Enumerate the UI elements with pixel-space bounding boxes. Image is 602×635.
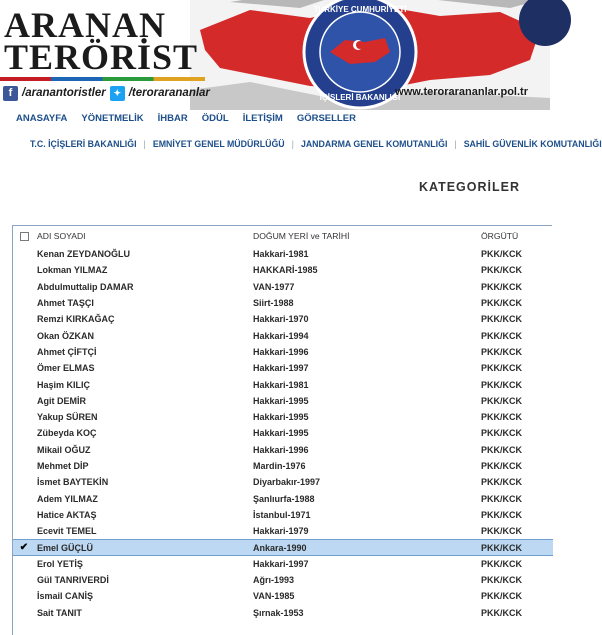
row-name: Hatice AKTAŞ bbox=[37, 509, 97, 520]
table-row[interactable] bbox=[13, 409, 553, 425]
row-name: Ahmet ÇİFTÇİ bbox=[37, 346, 97, 357]
categories-heading: KATEGORİLER bbox=[418, 180, 520, 194]
row-name: Abdulmuttalip DAMAR bbox=[37, 281, 134, 292]
row-birth: Ankara-1990 bbox=[253, 542, 307, 553]
table-row[interactable] bbox=[13, 556, 553, 572]
row-org: PKK/KCK bbox=[481, 575, 523, 586]
row-org: PKK/KCK bbox=[481, 477, 523, 488]
row-org: PKK/KCK bbox=[481, 461, 523, 472]
social-links bbox=[3, 85, 210, 101]
row-birth: Hakkari-1997 bbox=[253, 363, 309, 374]
row-name: Ahmet TAŞÇI bbox=[37, 298, 94, 309]
row-org: PKK/KCK bbox=[481, 412, 523, 423]
main-nav bbox=[0, 108, 534, 128]
row-org: PKK/KCK bbox=[481, 281, 523, 292]
row-name: İsmail CANİŞ bbox=[37, 591, 94, 602]
select-all-checkbox[interactable] bbox=[20, 232, 29, 241]
row-birth: Hakkari-1995 bbox=[253, 412, 309, 423]
table-row[interactable] bbox=[13, 393, 553, 409]
table-row[interactable] bbox=[13, 523, 553, 539]
table-row[interactable] bbox=[13, 295, 553, 311]
table-row[interactable] bbox=[13, 507, 553, 523]
row-birth: Hakkari-1997 bbox=[253, 558, 309, 569]
subnav-emniyet[interactable]: EMNİYET GENEL MÜDÜRLÜĞÜ bbox=[152, 139, 285, 149]
row-name: Agit DEMİR bbox=[37, 395, 86, 406]
row-org: PKK/KCK bbox=[481, 314, 523, 325]
site-banner bbox=[0, 0, 534, 102]
row-org: PKK/KCK bbox=[481, 542, 523, 553]
subnav-jandarma[interactable]: JANDARMA GENEL KOMUTANLIĞI bbox=[300, 139, 448, 149]
nav-anasayfa[interactable]: ANASAYFA bbox=[16, 112, 68, 124]
nav-gorseller[interactable]: GÖRSELLER bbox=[296, 112, 356, 124]
nav-ihbar[interactable]: İHBAR bbox=[157, 112, 188, 124]
row-birth: Hakkari-1995 bbox=[253, 428, 309, 439]
facebook-link[interactable]: /aranantoristler bbox=[22, 87, 106, 99]
subnav-icisleri[interactable]: T.C. İÇİŞLERİ BAKANLIĞI bbox=[30, 139, 137, 149]
table-row[interactable] bbox=[13, 360, 553, 376]
sub-nav bbox=[0, 134, 602, 154]
subnav-separator: | bbox=[143, 139, 146, 149]
row-name: Emel GÜÇLÜ bbox=[37, 542, 94, 553]
row-name: Yakup SÜREN bbox=[37, 412, 98, 423]
subnav-sahil-guvenlik[interactable]: SAHİL GÜVENLİK KOMUTANLIĞI bbox=[463, 139, 602, 149]
brand-title-line1: ARANAN bbox=[4, 5, 166, 45]
subnav-separator: | bbox=[291, 139, 294, 149]
table-row[interactable] bbox=[13, 344, 553, 360]
row-org: PKK/KCK bbox=[481, 493, 523, 504]
row-org: PKK/KCK bbox=[481, 298, 523, 309]
row-name: Gül TANRIVERDİ bbox=[37, 575, 109, 586]
row-birth: Hakkari-1994 bbox=[253, 330, 309, 341]
site-url[interactable]: www.terorarananlar.pol.tr bbox=[395, 86, 528, 98]
row-birth: Şırnak-1953 bbox=[253, 607, 304, 618]
row-birth: Şanlıurfa-1988 bbox=[253, 493, 315, 504]
table-row[interactable] bbox=[13, 311, 553, 327]
row-birth: Hakkari-1996 bbox=[253, 346, 309, 357]
table-row[interactable] bbox=[13, 572, 553, 588]
table-header bbox=[13, 228, 553, 244]
row-birth: İstanbul-1971 bbox=[253, 509, 311, 520]
row-org: PKK/KCK bbox=[481, 509, 523, 520]
row-org: PKK/KCK bbox=[481, 265, 523, 276]
row-name: Ömer ELMAS bbox=[37, 363, 95, 374]
row-org: PKK/KCK bbox=[481, 346, 523, 357]
row-org: PKK/KCK bbox=[481, 526, 523, 537]
nav-yonetmelik[interactable]: YÖNETMELİK bbox=[81, 112, 144, 124]
table-row[interactable] bbox=[13, 262, 553, 278]
table-row[interactable] bbox=[13, 605, 553, 621]
row-birth: VAN-1977 bbox=[253, 281, 295, 292]
row-birth: Hakkari-1995 bbox=[253, 395, 309, 406]
row-org: PKK/KCK bbox=[481, 558, 523, 569]
row-org: PKK/KCK bbox=[481, 363, 523, 374]
row-name: Mikail OĞUZ bbox=[37, 444, 91, 455]
row-birth: Mardin-1976 bbox=[253, 461, 306, 472]
row-birth: Diyarbakır-1997 bbox=[253, 477, 321, 488]
subnav-separator: | bbox=[454, 139, 457, 149]
table-row[interactable] bbox=[13, 539, 553, 555]
emblem-bottom-text: İÇİŞLERİ BAKANLIĞI bbox=[319, 93, 401, 102]
row-org: PKK/KCK bbox=[481, 249, 523, 260]
header-org[interactable]: ÖRGÜTÜ bbox=[481, 231, 519, 242]
row-name: Mehmet DİP bbox=[37, 461, 89, 472]
row-name: Lokman YILMAZ bbox=[37, 265, 108, 276]
brand-title-line2: TERÖRİST bbox=[4, 37, 199, 77]
table-row[interactable] bbox=[13, 328, 553, 344]
row-birth: Hakkari-1996 bbox=[253, 444, 309, 455]
nav-iletisim[interactable]: İLETİŞİM bbox=[242, 112, 283, 124]
row-birth: Hakkari-1970 bbox=[253, 314, 309, 325]
color-stripe bbox=[0, 77, 205, 81]
row-checkbox-checked[interactable]: ✔ bbox=[19, 542, 29, 554]
table-row[interactable] bbox=[13, 491, 553, 507]
row-name: Okan ÖZKAN bbox=[37, 330, 95, 341]
twitter-link[interactable]: /terorarananlar bbox=[128, 87, 210, 99]
row-org: PKK/KCK bbox=[481, 607, 523, 618]
row-name: İsmet BAYTEKİN bbox=[37, 477, 109, 488]
row-birth: Hakkari-1981 bbox=[253, 379, 309, 390]
header-name[interactable]: ADI SOYADI bbox=[37, 231, 86, 242]
table-row[interactable] bbox=[13, 246, 553, 262]
table-row[interactable] bbox=[13, 279, 553, 295]
table-row[interactable] bbox=[13, 588, 553, 604]
row-name: Kenan ZEYDANOĞLU bbox=[37, 249, 131, 260]
row-birth: Hakkari-1981 bbox=[253, 249, 309, 260]
table-row[interactable] bbox=[13, 376, 553, 392]
table-row[interactable] bbox=[13, 442, 553, 458]
row-org: PKK/KCK bbox=[481, 379, 523, 390]
twitter-icon[interactable]: ✦ bbox=[110, 86, 125, 101]
row-birth: Hakkari-1979 bbox=[253, 526, 309, 537]
row-birth: HAKKARİ-1985 bbox=[253, 265, 318, 276]
row-birth: VAN-1985 bbox=[253, 591, 295, 602]
row-name: Zübeyda KOÇ bbox=[37, 428, 97, 439]
row-org: PKK/KCK bbox=[481, 428, 523, 439]
row-org: PKK/KCK bbox=[481, 395, 523, 406]
header-birth[interactable]: DOĞUM YERİ ve TARİHİ bbox=[253, 231, 350, 242]
wanted-list-table bbox=[12, 225, 552, 635]
row-name: Remzi KIRKAĞAÇ bbox=[37, 314, 115, 325]
emblem-top-text: TÜRKİYE CUMHURİYETİ bbox=[313, 5, 407, 14]
row-org: PKK/KCK bbox=[481, 444, 523, 455]
row-org: PKK/KCK bbox=[481, 330, 523, 341]
row-name: Sait TANIT bbox=[37, 607, 82, 618]
row-name: Ecevit TEMEL bbox=[37, 526, 97, 537]
row-name: Erol YETİŞ bbox=[37, 558, 83, 569]
row-birth: Siirt-1988 bbox=[253, 298, 294, 309]
nav-odul[interactable]: ÖDÜL bbox=[201, 112, 229, 124]
facebook-icon[interactable]: f bbox=[3, 86, 18, 101]
row-name: Adem YILMAZ bbox=[37, 493, 98, 504]
table-row[interactable] bbox=[13, 474, 553, 490]
row-org: PKK/KCK bbox=[481, 591, 523, 602]
table-row[interactable] bbox=[13, 458, 553, 474]
row-birth: Ağrı-1993 bbox=[253, 575, 295, 586]
table-row[interactable] bbox=[13, 425, 553, 441]
row-name: Haşim KILIÇ bbox=[37, 379, 91, 390]
